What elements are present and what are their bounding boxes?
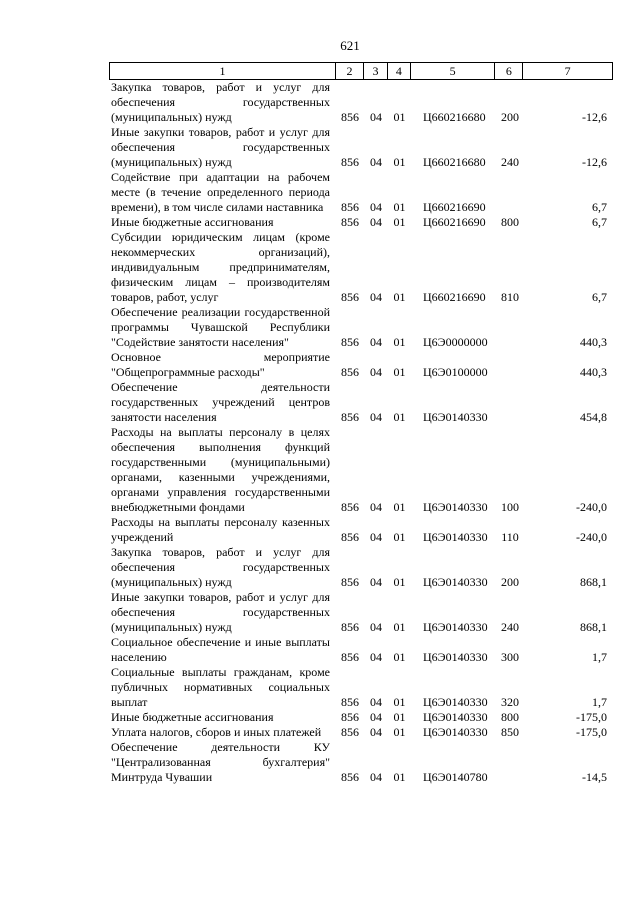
row-expense-type: 240 (501, 155, 519, 169)
header-col-7: 7 (564, 64, 571, 78)
row-section: 04 (370, 710, 382, 724)
table-row (109, 125, 613, 170)
row-subsection: 01 (393, 155, 406, 169)
row-target-article: Ц6Э0100000 (423, 365, 488, 379)
row-admin-code: 856 (341, 650, 359, 664)
table-row (109, 665, 613, 710)
row-description: Закупка товаров, работ и услуг для обеспечения государственных (муниципальных) нужд (111, 80, 330, 124)
row-admin-code: 856 (341, 410, 359, 424)
row-expense-type: 850 (501, 725, 519, 739)
row-target-article: Ц660216690 (423, 200, 486, 214)
row-section: 04 (370, 695, 382, 709)
row-target-article: Ц6Э0140330 (423, 725, 488, 739)
row-description: Социальные выплаты гражданам, кроме публичных нормативных социальных выплат (111, 665, 330, 709)
row-target-article: Ц660216680 (423, 110, 486, 124)
row-expense-type: 800 (501, 215, 519, 229)
row-admin-code: 856 (341, 770, 359, 784)
row-description: Обеспечение реализации государственной программы Чувашской Республики "Содействие занятости населения" (111, 305, 330, 349)
row-admin-code: 856 (341, 500, 359, 514)
row-expense-type: 810 (501, 290, 519, 304)
header-col-6: 6 (495, 63, 523, 79)
row-admin-code: 856 (341, 215, 359, 229)
row-amount: 868,1 (580, 620, 607, 634)
row-amount: 440,3 (580, 335, 607, 349)
table-row (109, 350, 613, 380)
row-admin-code: 856 (341, 365, 359, 379)
row-amount: 6,7 (592, 200, 607, 214)
row-section: 04 (370, 650, 382, 664)
row-target-article: Ц6Э0140330 (423, 650, 488, 664)
row-subsection: 01 (393, 410, 406, 424)
budget-table (109, 62, 613, 785)
header-col-3: 3 (364, 63, 388, 79)
row-section: 04 (370, 365, 382, 379)
row-section: 04 (370, 200, 382, 214)
row-amount: -175,0 (576, 725, 607, 739)
row-amount: 6,7 (592, 290, 607, 304)
row-amount: -14,5 (582, 770, 607, 784)
row-subsection: 01 (393, 110, 406, 124)
row-subsection: 01 (393, 200, 406, 214)
row-description: Социальное обеспечение и иные выплаты населению (111, 635, 330, 664)
row-amount: 440,3 (580, 365, 607, 379)
table-row (109, 545, 613, 590)
row-section: 04 (370, 215, 382, 229)
row-subsection: 01 (393, 335, 406, 349)
row-amount: 454,8 (580, 410, 607, 424)
row-admin-code: 856 (341, 290, 359, 304)
row-description: Обеспечение деятельности КУ "Централизованная бухгалтерия" Минтруда Чувашии (111, 740, 330, 784)
row-section: 04 (370, 725, 382, 739)
row-subsection: 01 (393, 530, 406, 544)
row-admin-code: 856 (341, 575, 359, 589)
row-target-article: Ц6Э0140330 (423, 410, 488, 424)
row-subsection: 01 (393, 365, 406, 379)
row-section: 04 (370, 110, 382, 124)
row-section: 04 (370, 575, 382, 589)
table-row (109, 305, 613, 350)
row-amount: 6,7 (592, 215, 607, 229)
row-subsection: 01 (393, 710, 406, 724)
table-row (109, 230, 613, 305)
row-expense-type: 200 (501, 110, 519, 124)
row-target-article: Ц660216690 (423, 215, 486, 229)
table-row (109, 380, 613, 425)
row-admin-code: 856 (341, 725, 359, 739)
row-target-article: Ц6Э0140780 (423, 770, 488, 784)
table-row (109, 215, 613, 230)
row-section: 04 (370, 335, 382, 349)
row-target-article: Ц660216680 (423, 155, 486, 169)
row-description: Содействие при адаптации на рабочем месте (в течение определенного периода времени), в том числе силами наставника (111, 170, 330, 214)
header-col-4: 4 (388, 63, 411, 79)
row-subsection: 01 (393, 725, 406, 739)
row-expense-type: 200 (501, 575, 519, 589)
row-description: Уплата налогов, сборов и иных платежей (111, 725, 322, 739)
table-row (109, 515, 613, 545)
row-section: 04 (370, 155, 382, 169)
row-description: Иные закупки товаров, работ и услуг для обеспечения государственных (муниципальных) нужд (111, 590, 330, 634)
page-number: 621 (340, 38, 360, 53)
row-description: Иные бюджетные ассигнования (111, 215, 274, 229)
row-description: Обеспечение деятельности государственных учреждений центров занятости населения (111, 380, 330, 424)
row-subsection: 01 (393, 650, 406, 664)
row-target-article: Ц6Э0140330 (423, 500, 488, 514)
row-amount: 868,1 (580, 575, 607, 589)
row-admin-code: 856 (341, 155, 359, 169)
row-section: 04 (370, 500, 382, 514)
row-amount: 1,7 (592, 650, 607, 664)
row-expense-type: 100 (501, 500, 519, 514)
row-description: Иные бюджетные ассигнования (111, 710, 274, 724)
row-expense-type: 300 (501, 650, 519, 664)
row-admin-code: 856 (341, 620, 359, 634)
row-target-article: Ц6Э0140330 (423, 620, 488, 634)
row-description: Закупка товаров, работ и услуг для обеспечения государственных (муниципальных) нужд (111, 545, 330, 589)
row-admin-code: 856 (341, 335, 359, 349)
row-expense-type: 800 (501, 710, 519, 724)
row-subsection: 01 (393, 215, 406, 229)
row-description: Расходы на выплаты персоналу в целях обеспечения выполнения функций государственными (муниципальными) органами, казенными учреждениями, органами управления государственными внебюджетными фондами (111, 425, 330, 514)
row-section: 04 (370, 290, 382, 304)
row-subsection: 01 (393, 575, 406, 589)
header-col-5: 5 (411, 63, 496, 79)
row-target-article: Ц6Э0140330 (423, 710, 488, 724)
table-body (109, 80, 613, 785)
table-row (109, 590, 613, 635)
row-admin-code: 856 (341, 695, 359, 709)
row-subsection: 01 (393, 620, 406, 634)
row-subsection: 01 (393, 290, 406, 304)
row-target-article: Ц6Э0000000 (423, 335, 488, 349)
row-amount: -240,0 (576, 530, 607, 544)
row-subsection: 01 (393, 770, 406, 784)
table-row (109, 425, 613, 515)
row-target-article: Ц6Э0140330 (423, 575, 488, 589)
row-admin-code: 856 (341, 530, 359, 544)
row-admin-code: 856 (341, 110, 359, 124)
row-section: 04 (370, 530, 382, 544)
header-col-1: 1 (110, 63, 336, 79)
row-section: 04 (370, 620, 382, 634)
row-amount: 1,7 (592, 695, 607, 709)
table-header (109, 62, 613, 80)
row-amount: -240,0 (576, 500, 607, 514)
row-admin-code: 856 (341, 200, 359, 214)
header-col-2: 2 (336, 63, 364, 79)
row-amount: -12,6 (582, 110, 607, 124)
table-row (109, 710, 613, 725)
row-expense-type: 320 (501, 695, 519, 709)
table-row (109, 635, 613, 665)
row-target-article: Ц6Э0140330 (423, 530, 488, 544)
table-row (109, 80, 613, 125)
table-row (109, 740, 613, 785)
row-amount: -175,0 (576, 710, 607, 724)
table-row (109, 725, 613, 740)
row-admin-code: 856 (341, 710, 359, 724)
row-subsection: 01 (393, 500, 406, 514)
row-section: 04 (370, 770, 382, 784)
row-expense-type: 240 (501, 620, 519, 634)
row-description: Субсидии юридическим лицам (кроме некоммерческих организаций), индивидуальным предпринимателям, физическим лицам – производителям товаров, работ, услуг (111, 230, 330, 304)
row-expense-type: 110 (501, 530, 519, 544)
row-amount: -12,6 (582, 155, 607, 169)
row-description: Расходы на выплаты персоналу казенных учреждений (111, 515, 330, 544)
row-subsection: 01 (393, 695, 406, 709)
row-target-article: Ц6Э0140330 (423, 695, 488, 709)
row-description: Основное мероприятие "Общепрограммные расходы" (111, 350, 330, 379)
row-target-article: Ц660216690 (423, 290, 486, 304)
row-section: 04 (370, 410, 382, 424)
row-description: Иные закупки товаров, работ и услуг для обеспечения государственных (муниципальных) нужд (111, 125, 330, 169)
table-row (109, 170, 613, 215)
